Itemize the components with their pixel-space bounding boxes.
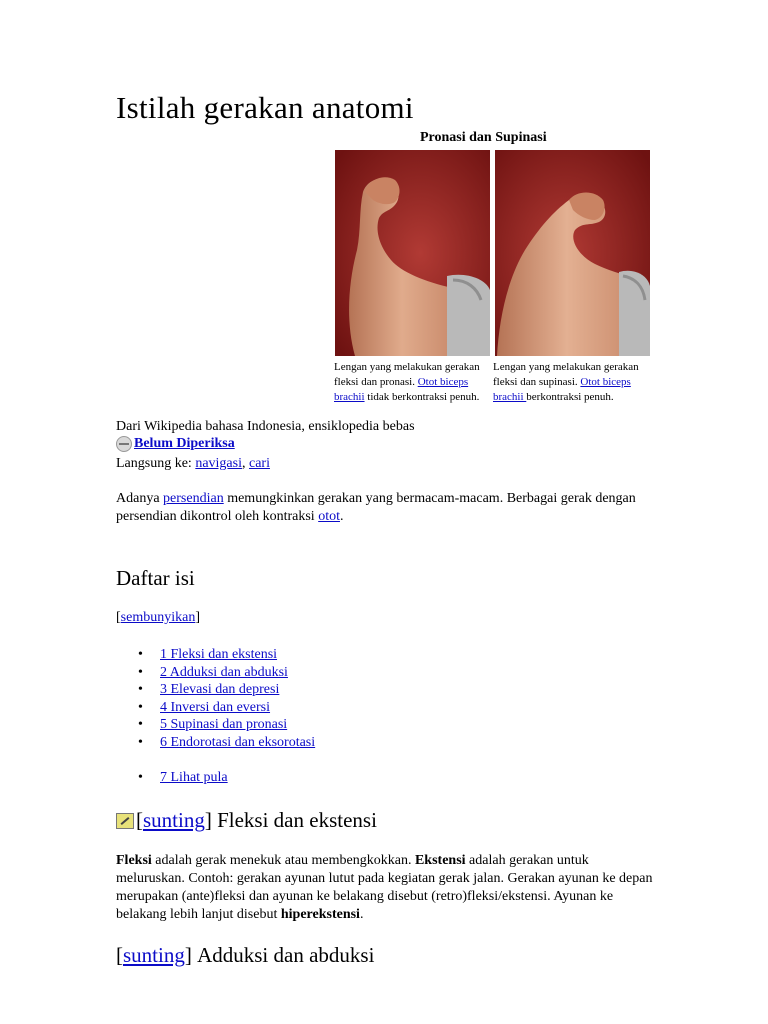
search-link[interactable]: cari (248, 456, 270, 471)
toc-item (138, 664, 315, 682)
arm-pronation-photo[interactable] (335, 150, 490, 356)
biceps-link-left[interactable]: Otot biceps brachii (334, 376, 469, 403)
term-ekstensi: Ekstensi (414, 853, 466, 868)
figure-caption-right (493, 360, 648, 405)
toc-link-5[interactable]: 5 Supinasi dan pronasi (160, 717, 288, 732)
intro-text-2: memungkinkan gerakan yang bermacam-macam. Berbagai gerak dengan persendian dikontrol oleh kontraksi (116, 491, 636, 524)
navigation-link[interactable]: navigasi (195, 456, 242, 471)
section-title-2: Adduksi dan abduksi (197, 943, 375, 967)
edit-section-link[interactable]: sunting (123, 943, 185, 967)
caption-right-end: berkontraksi penuh. (526, 391, 614, 403)
toc-link-6[interactable]: 6 Endorotasi dan eksorotasi (160, 734, 316, 750)
sec1-text-1: adalah gerak menekuk atau membengkokkan. (151, 853, 415, 868)
toc-link-1[interactable]: 1 Fleksi dan ekstensi (160, 647, 278, 662)
figure-caption-left (334, 360, 489, 405)
figure-title: Pronasi dan Supinasi (420, 130, 547, 145)
review-status-badge (116, 436, 235, 452)
intro-text-3: . (339, 509, 344, 524)
edit-section-link[interactable]: sunting (143, 808, 205, 832)
toc-link-3[interactable]: 3 Elevasi dan depresi (160, 682, 280, 697)
jump-to-links (116, 456, 270, 472)
arm-supination-photo[interactable] (495, 150, 650, 356)
sec1-text-2: adalah gerakan untuk meluruskan. Contoh: gerakan ayunan lutut pada kegiatan gerak jalan. Gerakan ayunan ke depan merupakan (ante)fleksi dan ayunan ke belakang disebut (retro)fleksi/ekstensi. Ayunan ke belakang lebih lanjut disebut (116, 853, 653, 922)
sec1-text-3: . (359, 907, 364, 922)
term-hiperekstensi: hiperekstensi (280, 907, 360, 922)
toc-toggle (116, 610, 200, 626)
edit-pencil-icon[interactable] (116, 813, 134, 829)
section-title-1: Fleksi dan ekstensi (217, 808, 377, 832)
term-fleksi: Fleksi (116, 853, 152, 868)
toc-heading: Daftar isi (116, 566, 195, 590)
toc-hide-link[interactable]: sembunyikan (120, 610, 196, 625)
toc-link-7[interactable]: 7 Lihat pula (160, 770, 228, 785)
caption-right-text: Lengan yang melakukan gerakan fleksi dan supinasi. (493, 361, 639, 388)
joint-link[interactable]: persendian (163, 491, 224, 506)
biceps-link-right[interactable]: Otot biceps brachii (493, 376, 631, 403)
section-heading-adduksi: [ sunting ] Adduksi dan abduksi (116, 943, 375, 967)
caption-left-text: Lengan yang melakukan gerakan fleksi dan pronasi. (334, 361, 480, 388)
toc-bracket-close: ] (195, 610, 200, 625)
jump-separator: , (241, 456, 249, 471)
toc-item (138, 734, 315, 752)
review-status-icon (116, 436, 132, 452)
intro-text-1: Adanya (116, 491, 164, 506)
toc-item (138, 716, 315, 734)
intro-paragraph (116, 490, 656, 526)
review-status-link[interactable]: Belum Diperiksa (134, 436, 235, 451)
toc-item (138, 646, 315, 664)
toc-list (138, 646, 315, 787)
toc-item (138, 769, 315, 787)
caption-left-end: tidak berkontraksi penuh. (364, 391, 480, 403)
toc-bracket-open: [ (116, 610, 121, 625)
toc-item (138, 699, 315, 717)
toc-link-2[interactable]: 2 Adduksi dan abduksi (160, 664, 288, 680)
muscle-link[interactable]: otot (318, 509, 340, 524)
toc-link-4[interactable]: 4 Inversi dan eversi (160, 699, 271, 715)
page-title: Istilah gerakan anatomi (116, 90, 414, 125)
site-subtitle: Dari Wikipedia bahasa Indonesia, ensiklopedia bebas (116, 419, 415, 434)
section-paragraph-fleksi (116, 852, 656, 924)
section-heading-fleksi: [ sunting ] Fleksi dan ekstensi (116, 808, 377, 833)
jump-prefix: Langsung ke: (116, 456, 196, 471)
toc-item (138, 681, 315, 699)
